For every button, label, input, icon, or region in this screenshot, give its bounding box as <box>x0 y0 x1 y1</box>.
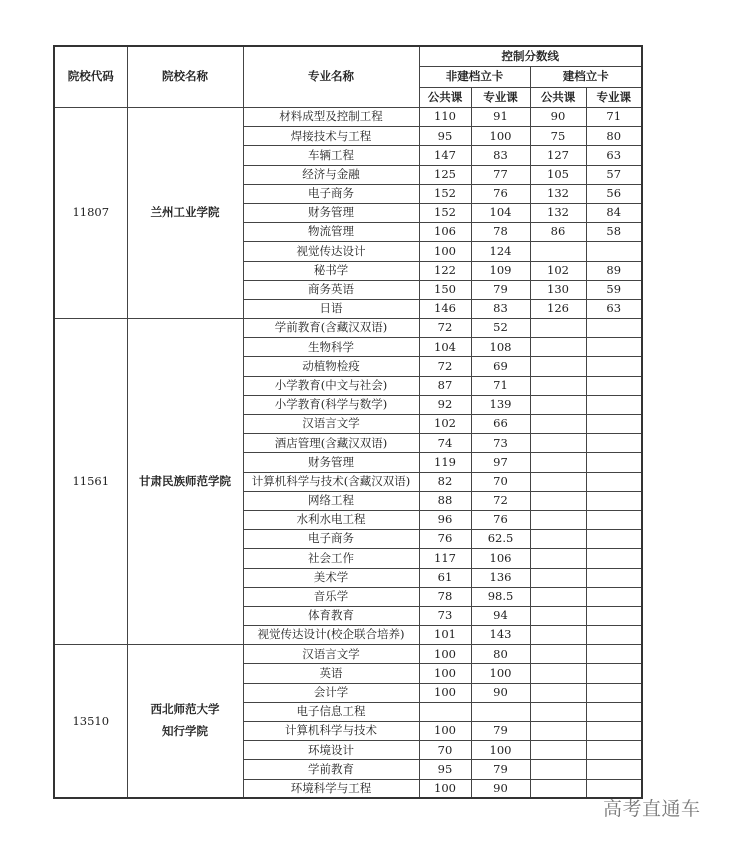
registered-public <box>530 319 586 338</box>
registered-major <box>586 606 642 625</box>
non-registered-major: 76 <box>471 184 530 203</box>
non-registered-major: 79 <box>471 760 530 779</box>
registered-public: 105 <box>530 165 586 184</box>
major-name: 日语 <box>243 299 419 318</box>
registered-public: 126 <box>530 299 586 318</box>
non-registered-public: 152 <box>419 184 471 203</box>
major-name: 车辆工程 <box>243 146 419 165</box>
registered-public <box>530 779 586 798</box>
non-registered-major: 71 <box>471 376 530 395</box>
major-name: 商务英语 <box>243 280 419 299</box>
non-registered-public: 61 <box>419 568 471 587</box>
registered-public: 90 <box>530 108 586 127</box>
non-registered-public: 72 <box>419 357 471 376</box>
non-registered-public: 95 <box>419 127 471 146</box>
major-name: 会计学 <box>243 683 419 702</box>
registered-public <box>530 568 586 587</box>
registered-public <box>530 722 586 741</box>
registered-public <box>530 415 586 434</box>
non-registered-major: 143 <box>471 626 530 645</box>
registered-public: 127 <box>530 146 586 165</box>
registered-major: 57 <box>586 165 642 184</box>
non-registered-major: 83 <box>471 299 530 318</box>
registered-public <box>530 395 586 414</box>
non-registered-major: 98.5 <box>471 587 530 606</box>
school-code: 11561 <box>54 319 127 645</box>
non-registered-public: 78 <box>419 587 471 606</box>
registered-major <box>586 741 642 760</box>
registered-major <box>586 568 642 587</box>
table-row <box>54 319 642 338</box>
header-school: 院校名称 <box>127 46 243 108</box>
school-code: 11807 <box>54 108 127 319</box>
registered-major <box>586 242 642 261</box>
non-registered-public: 106 <box>419 223 471 242</box>
non-registered-major: 72 <box>471 491 530 510</box>
non-registered-major: 90 <box>471 683 530 702</box>
non-registered-major: 83 <box>471 146 530 165</box>
major-name: 材料成型及控制工程 <box>243 108 419 127</box>
header-control-score: 控制分数线 <box>419 46 642 67</box>
registered-public: 86 <box>530 223 586 242</box>
major-name: 学前教育 <box>243 760 419 779</box>
non-registered-public: 150 <box>419 280 471 299</box>
non-registered-public: 100 <box>419 242 471 261</box>
table-body <box>54 108 642 799</box>
major-name: 电子信息工程 <box>243 702 419 721</box>
non-registered-major: 139 <box>471 395 530 414</box>
major-name: 电子商务 <box>243 184 419 203</box>
non-registered-public <box>419 702 471 721</box>
header-code: 院校代码 <box>54 46 127 108</box>
non-registered-public: 100 <box>419 645 471 664</box>
registered-major <box>586 530 642 549</box>
registered-major <box>586 683 642 702</box>
registered-public <box>530 242 586 261</box>
non-registered-major: 90 <box>471 779 530 798</box>
major-name: 社会工作 <box>243 549 419 568</box>
major-name: 小学教育(科学与数学) <box>243 395 419 414</box>
header-public-course: 公共课 <box>530 87 586 108</box>
registered-public <box>530 472 586 491</box>
non-registered-major: 66 <box>471 415 530 434</box>
non-registered-major: 100 <box>471 127 530 146</box>
registered-major: 63 <box>586 146 642 165</box>
registered-public: 75 <box>530 127 586 146</box>
registered-public <box>530 626 586 645</box>
header-non-registered: 非建档立卡 <box>419 67 530 88</box>
header-major-course: 专业课 <box>586 87 642 108</box>
registered-major <box>586 645 642 664</box>
non-registered-major: 78 <box>471 223 530 242</box>
non-registered-major: 100 <box>471 741 530 760</box>
non-registered-public: 110 <box>419 108 471 127</box>
registered-major <box>586 415 642 434</box>
non-registered-public: 122 <box>419 261 471 280</box>
major-name: 汉语言文学 <box>243 415 419 434</box>
major-name: 美术学 <box>243 568 419 587</box>
registered-public <box>530 376 586 395</box>
non-registered-major: 104 <box>471 203 530 222</box>
registered-public <box>530 664 586 683</box>
non-registered-public: 87 <box>419 376 471 395</box>
school-name <box>127 645 243 799</box>
table-row <box>54 108 642 127</box>
non-registered-public: 117 <box>419 549 471 568</box>
major-name: 财务管理 <box>243 453 419 472</box>
major-name: 音乐学 <box>243 587 419 606</box>
major-name: 学前教育(含藏汉双语) <box>243 319 419 338</box>
non-registered-major: 79 <box>471 722 530 741</box>
non-registered-major: 106 <box>471 549 530 568</box>
header-major-course: 专业课 <box>471 87 530 108</box>
registered-public: 132 <box>530 203 586 222</box>
non-registered-public: 125 <box>419 165 471 184</box>
registered-public <box>530 453 586 472</box>
major-name: 汉语言文学 <box>243 645 419 664</box>
non-registered-public: 96 <box>419 510 471 529</box>
registered-major <box>586 357 642 376</box>
major-name: 计算机科学与技术(含藏汉双语) <box>243 472 419 491</box>
header-major: 专业名称 <box>243 46 419 108</box>
registered-public <box>530 510 586 529</box>
registered-major <box>586 626 642 645</box>
non-registered-public: 104 <box>419 338 471 357</box>
registered-major: 89 <box>586 261 642 280</box>
non-registered-major: 109 <box>471 261 530 280</box>
registered-public <box>530 587 586 606</box>
registered-public <box>530 606 586 625</box>
non-registered-public: 95 <box>419 760 471 779</box>
registered-major <box>586 472 642 491</box>
registered-major <box>586 395 642 414</box>
non-registered-public: 146 <box>419 299 471 318</box>
major-name: 焊接技术与工程 <box>243 127 419 146</box>
major-name: 动植物检疫 <box>243 357 419 376</box>
non-registered-public: 119 <box>419 453 471 472</box>
registered-public: 130 <box>530 280 586 299</box>
non-registered-major: 124 <box>471 242 530 261</box>
non-registered-public: 100 <box>419 779 471 798</box>
watermark: 高考直通车 <box>603 798 701 820</box>
non-registered-major: 77 <box>471 165 530 184</box>
table-header <box>54 46 642 108</box>
registered-major <box>586 338 642 357</box>
non-registered-major: 73 <box>471 434 530 453</box>
non-registered-major: 108 <box>471 338 530 357</box>
major-name: 环境科学与工程 <box>243 779 419 798</box>
non-registered-major: 79 <box>471 280 530 299</box>
major-name: 环境设计 <box>243 741 419 760</box>
major-name: 物流管理 <box>243 223 419 242</box>
non-registered-major: 69 <box>471 357 530 376</box>
major-name: 秘书学 <box>243 261 419 280</box>
major-name: 英语 <box>243 664 419 683</box>
major-name: 网络工程 <box>243 491 419 510</box>
non-registered-major: 100 <box>471 664 530 683</box>
score-table <box>53 45 643 799</box>
non-registered-public: 92 <box>419 395 471 414</box>
major-name: 视觉传达设计(校企联合培养) <box>243 626 419 645</box>
registered-public <box>530 434 586 453</box>
registered-major: 84 <box>586 203 642 222</box>
registered-public <box>530 530 586 549</box>
non-registered-major <box>471 702 530 721</box>
non-registered-major: 62.5 <box>471 530 530 549</box>
registered-major <box>586 453 642 472</box>
non-registered-major: 97 <box>471 453 530 472</box>
non-registered-major: 70 <box>471 472 530 491</box>
major-name: 电子商务 <box>243 530 419 549</box>
non-registered-public: 100 <box>419 722 471 741</box>
school-code: 13510 <box>54 645 127 799</box>
registered-major: 71 <box>586 108 642 127</box>
non-registered-public: 102 <box>419 415 471 434</box>
registered-major <box>586 319 642 338</box>
registered-public <box>530 645 586 664</box>
major-name: 财务管理 <box>243 203 419 222</box>
registered-major <box>586 664 642 683</box>
registered-public <box>530 357 586 376</box>
major-name: 生物科学 <box>243 338 419 357</box>
non-registered-public: 152 <box>419 203 471 222</box>
non-registered-major: 76 <box>471 510 530 529</box>
registered-public: 102 <box>530 261 586 280</box>
major-name: 小学教育(中文与社会) <box>243 376 419 395</box>
registered-public <box>530 549 586 568</box>
registered-public <box>530 702 586 721</box>
registered-major <box>586 587 642 606</box>
registered-major: 58 <box>586 223 642 242</box>
registered-major <box>586 510 642 529</box>
non-registered-major: 52 <box>471 319 530 338</box>
school-name-line: 西北师范大学 <box>150 702 220 717</box>
registered-public <box>530 491 586 510</box>
header-public-course: 公共课 <box>419 87 471 108</box>
non-registered-public: 72 <box>419 319 471 338</box>
registered-major <box>586 434 642 453</box>
non-registered-public: 101 <box>419 626 471 645</box>
registered-major: 56 <box>586 184 642 203</box>
non-registered-major: 94 <box>471 606 530 625</box>
table-row <box>54 645 642 664</box>
registered-public <box>530 338 586 357</box>
non-registered-major: 91 <box>471 108 530 127</box>
registered-major: 59 <box>586 280 642 299</box>
non-registered-public: 70 <box>419 741 471 760</box>
registered-major: 80 <box>586 127 642 146</box>
major-name: 体育教育 <box>243 606 419 625</box>
major-name: 水利水电工程 <box>243 510 419 529</box>
major-name: 计算机科学与技术 <box>243 722 419 741</box>
registered-public <box>530 760 586 779</box>
major-name: 视觉传达设计 <box>243 242 419 261</box>
non-registered-public: 73 <box>419 606 471 625</box>
registered-major <box>586 702 642 721</box>
registered-major <box>586 722 642 741</box>
registered-major <box>586 760 642 779</box>
registered-major <box>586 376 642 395</box>
registered-public: 132 <box>530 184 586 203</box>
non-registered-public: 147 <box>419 146 471 165</box>
registered-public <box>530 683 586 702</box>
major-name: 经济与金融 <box>243 165 419 184</box>
non-registered-public: 82 <box>419 472 471 491</box>
non-registered-public: 74 <box>419 434 471 453</box>
registered-major <box>586 549 642 568</box>
school-name: 兰州工业学院 <box>127 108 243 319</box>
non-registered-public: 100 <box>419 683 471 702</box>
major-name: 酒店管理(含藏汉双语) <box>243 434 419 453</box>
school-name: 甘肃民族师范学院 <box>127 319 243 645</box>
registered-major: 63 <box>586 299 642 318</box>
non-registered-major: 80 <box>471 645 530 664</box>
school-name-line: 知行学院 <box>162 724 208 739</box>
non-registered-public: 88 <box>419 491 471 510</box>
non-registered-major: 136 <box>471 568 530 587</box>
header-registered: 建档立卡 <box>530 67 642 88</box>
non-registered-public: 76 <box>419 530 471 549</box>
registered-public <box>530 741 586 760</box>
registered-major <box>586 491 642 510</box>
non-registered-public: 100 <box>419 664 471 683</box>
